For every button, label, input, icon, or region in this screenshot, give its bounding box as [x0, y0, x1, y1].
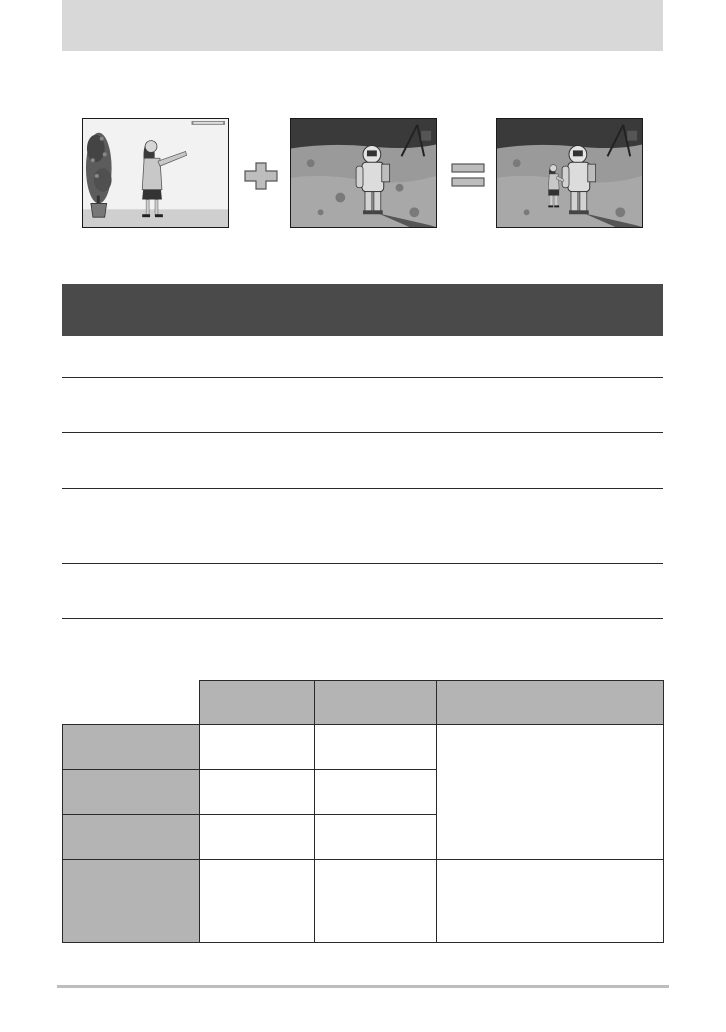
section-header-bar [62, 284, 663, 336]
row-header [63, 725, 200, 770]
table-row [63, 860, 664, 943]
column-header [200, 681, 315, 725]
table-cell [315, 815, 437, 860]
plus-icon [244, 162, 278, 190]
merged-note-cell [437, 860, 664, 943]
page-header-bar [62, 0, 663, 51]
divider-rule [62, 563, 663, 564]
divider-rule [62, 618, 663, 619]
row-header [63, 770, 200, 815]
row-header [63, 815, 200, 860]
table-cell [315, 725, 437, 770]
divider-rule [62, 377, 663, 378]
astronaut-on-moon-photo [290, 118, 437, 228]
composited-photo [496, 118, 643, 228]
table-cell [200, 770, 315, 815]
row-header [63, 860, 200, 943]
divider-rule [62, 432, 663, 433]
merged-note-cell [437, 725, 664, 860]
column-header [437, 681, 664, 725]
table-cell [315, 860, 437, 943]
table-cell [200, 725, 315, 770]
table-row [63, 725, 664, 770]
table-cell [315, 770, 437, 815]
table-cell [200, 815, 315, 860]
equals-icon [451, 162, 485, 188]
column-header [315, 681, 437, 725]
footer-rule [57, 985, 669, 988]
settings-table [62, 680, 664, 943]
table-cell [200, 860, 315, 943]
table-corner-cell [63, 681, 200, 725]
girl-pointing-photo [82, 118, 229, 228]
divider-rule [62, 488, 663, 489]
